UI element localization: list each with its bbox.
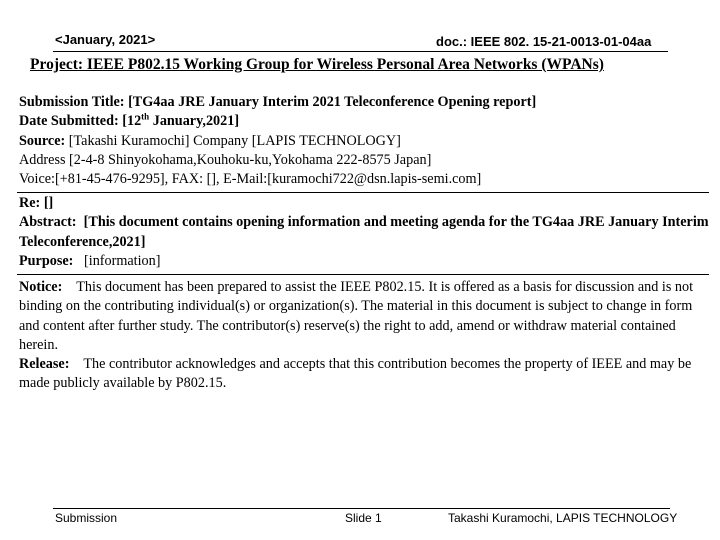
section-divider-2	[17, 274, 709, 275]
address-label: Address	[19, 151, 70, 168]
abstract-label: Abstract:	[19, 214, 77, 231]
email-value: [kuramochi722@dsn.lapis-semi.com]	[267, 171, 482, 188]
release-label: Release:	[19, 356, 70, 373]
footer-author: Takashi Kuramochi, LAPIS TECHNOLOGY	[448, 511, 678, 525]
notice-paragraph	[19, 278, 714, 355]
date-submitted-value: [12th January,2021]	[122, 111, 240, 130]
submission-title-line	[19, 93, 714, 112]
purpose-label: Purpose:	[19, 252, 74, 269]
source-name: [Takashi Kuramochi]	[68, 132, 190, 149]
abstract-block	[19, 194, 714, 271]
header-doc-id: doc.: IEEE 802. 15-21-0013-01-04aa	[436, 34, 652, 49]
abstract-value: [This document contains opening information and meeting agenda for the TG4aa JRE January Interim Teleconference,2021]	[19, 214, 709, 250]
section-divider-1	[17, 192, 709, 193]
source-line	[19, 132, 714, 151]
release-paragraph	[19, 355, 714, 394]
voice-value: [+81-45-476-9295]	[55, 171, 165, 188]
purpose-line	[19, 252, 714, 271]
submission-title-label: Submission Title:	[19, 94, 125, 110]
notice-text: This document has been prepared to assist the IEEE P802.15. It is offered as a basis for discussion and is not binding on the contributing individual(s) or organization(s). The material in this document is subject to change in form and content after further study. The contributor(s) reserve(s) the right to add, amend or withdraw material contained herein.	[19, 279, 694, 353]
fax-email-label: , FAX: [], E-Mail:	[164, 171, 268, 188]
re-line: Re: []	[19, 195, 54, 211]
notice-block	[19, 278, 714, 394]
submission-block	[19, 93, 714, 189]
purpose-value: [information]	[84, 252, 161, 269]
notice-label: Notice:	[19, 279, 63, 295]
header-date: <January, 2021>	[55, 32, 156, 47]
submission-title-value: [TG4aa JRE January Interim 2021 Teleconference Opening report]	[128, 94, 537, 110]
header-divider	[53, 51, 668, 52]
date-submitted-label: Date Submitted:	[19, 113, 119, 130]
company-label: Company	[189, 132, 252, 149]
release-text: The contributor acknowledges and accepts that this contribution becomes the property of IEEE and may be made publicly available by P802.15.	[19, 356, 692, 392]
voice-label: Voice:	[19, 171, 55, 188]
footer-submission: Submission	[55, 511, 118, 525]
address-line	[19, 151, 714, 170]
footer-divider	[53, 508, 670, 509]
abstract-line	[19, 213, 714, 252]
footer-slide-number: Slide 1	[345, 511, 382, 525]
company-value: [LAPIS TECHNOLOGY]	[251, 132, 401, 149]
source-label: Source:	[19, 132, 66, 149]
address-value: [2-4-8 Shinyokohama,Kouhoku-ku,Yokohama 222-8575 Japan]	[69, 151, 432, 168]
contact-line	[19, 170, 714, 189]
date-submitted-line	[19, 112, 714, 131]
project-title: Project: IEEE P802.15 Working Group for Wireless Personal Area Networks (WPANs)	[30, 56, 604, 73]
